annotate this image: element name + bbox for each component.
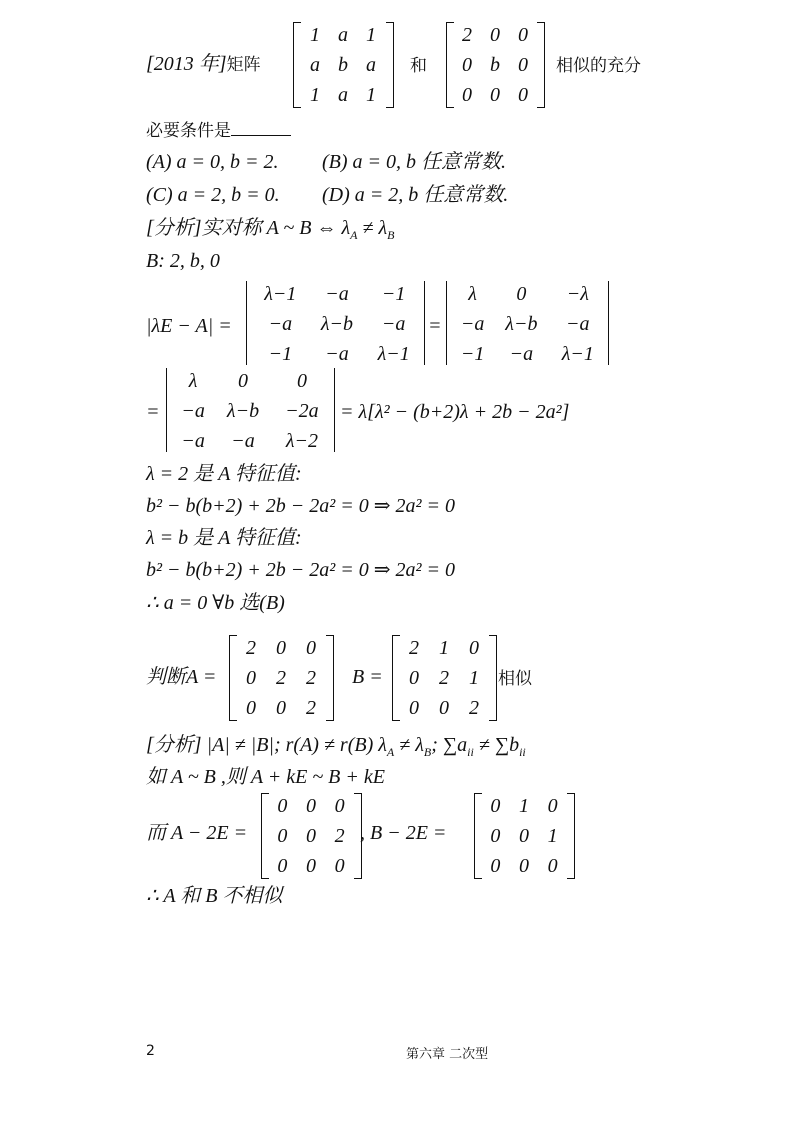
det2: λ 0 −λ −a λ−b −a −1 −a λ−1 — [460, 282, 594, 365]
analysis1-line5: ∴ a = 0 ∀b 选(B) — [146, 592, 285, 614]
a2-matrix2: 0 1 0 0 0 1 0 0 0 — [490, 794, 558, 877]
analysis2-head: [分析] |A| ≠ |B|; r(A) ≠ r(B) $\lambda_A \ne \lambda_B$; $\sum a_{ii} \ne \sum b_{ii}$ — [146, 734, 526, 759]
analysis2-line2-lead: 而 A − 2E = — [146, 822, 248, 844]
problem-tail2: 必要条件是 — [146, 117, 291, 143]
matrix-a-right-bracket — [386, 22, 394, 108]
det1: λ−1 −a −1 −a λ−b −a −1 −a λ−1 — [264, 282, 410, 365]
problem2-lead: 判断A = — [146, 666, 217, 688]
det2-right-bar — [608, 281, 609, 365]
problem2-tail: 相似 — [498, 669, 532, 689]
problem-tail1: 相似的充分 — [556, 56, 641, 76]
eigenvalues-b: B: 2, b, 0 — [146, 250, 220, 272]
det-result: = λ[λ² − (b+2)λ + 2b − 2a²] — [340, 401, 570, 423]
p2-matrix-b-right-bracket — [489, 635, 497, 721]
analysis1-line1: λ = 2 是 A 特征值: — [146, 463, 302, 485]
analysis2-line2-mid: , B − 2E = — [360, 822, 447, 844]
p2-matrix-b: 2 1 0 0 2 1 0 0 2 — [409, 636, 479, 719]
analysis1-line3: λ = b 是 A 特征值: — [146, 527, 302, 549]
det3-right-bar — [334, 368, 335, 452]
matrix-a: 1 a 1 a b a 1 a 1 — [310, 23, 376, 106]
det-left: |λE − A| = — [146, 315, 232, 337]
analysis1-head: [分析]实对称 A ~ B ⇔ $\lambda_A \ne \lambda_B$ — [146, 217, 395, 242]
matrix-b-right-bracket — [537, 22, 545, 108]
det2-left-bar — [446, 281, 447, 365]
p2-matrix-a-right-bracket — [326, 635, 334, 721]
choice-b: (B) a = 0, b 任意常数. — [322, 151, 507, 173]
problem2-mid: B = — [352, 666, 383, 688]
det1-left-bar — [246, 281, 247, 365]
chapter-title: 第六章 二次型 — [406, 1047, 489, 1062]
choice-d: (D) a = 2, b 任意常数. — [322, 184, 509, 206]
choice-c: (C) a = 2, b = 0. — [146, 184, 280, 206]
analysis2-conclusion: ∴ A 和 B 不相似 — [146, 885, 283, 907]
analysis2-line1: 如 A ~ B ,则 A + kE ~ B + kE — [146, 766, 385, 788]
analysis1-line4: b² − b(b+2) + 2b − 2a² = 0 ⇒ 2a² = 0 — [146, 559, 456, 581]
answer-blank — [231, 117, 291, 136]
det3-left-bar — [166, 368, 167, 452]
problem-tag: [2013 年]矩阵 — [146, 53, 261, 75]
matrix-b: 2 0 0 0 b 0 0 0 0 — [462, 23, 528, 106]
page-number: 2 — [146, 1043, 155, 1059]
det1-right-bar — [424, 281, 425, 365]
det-eq-2: = — [146, 401, 160, 423]
matrix-a-left-bracket — [293, 22, 301, 108]
p2-matrix-a: 2 0 0 0 2 2 0 0 2 — [246, 636, 316, 719]
det-eq-1: = — [428, 315, 442, 337]
a2-matrix2-right-bracket — [567, 793, 575, 879]
a2-matrix1: 0 0 0 0 0 2 0 0 0 — [277, 794, 345, 877]
and-word: 和 — [410, 56, 427, 76]
choice-a: (A) a = 0, b = 2. — [146, 151, 279, 173]
det3: λ 0 0 −a λ−b −2a −a −a λ−2 — [181, 369, 319, 452]
analysis1-line2: b² − b(b+2) + 2b − 2a² = 0 ⇒ 2a² = 0 — [146, 495, 456, 517]
